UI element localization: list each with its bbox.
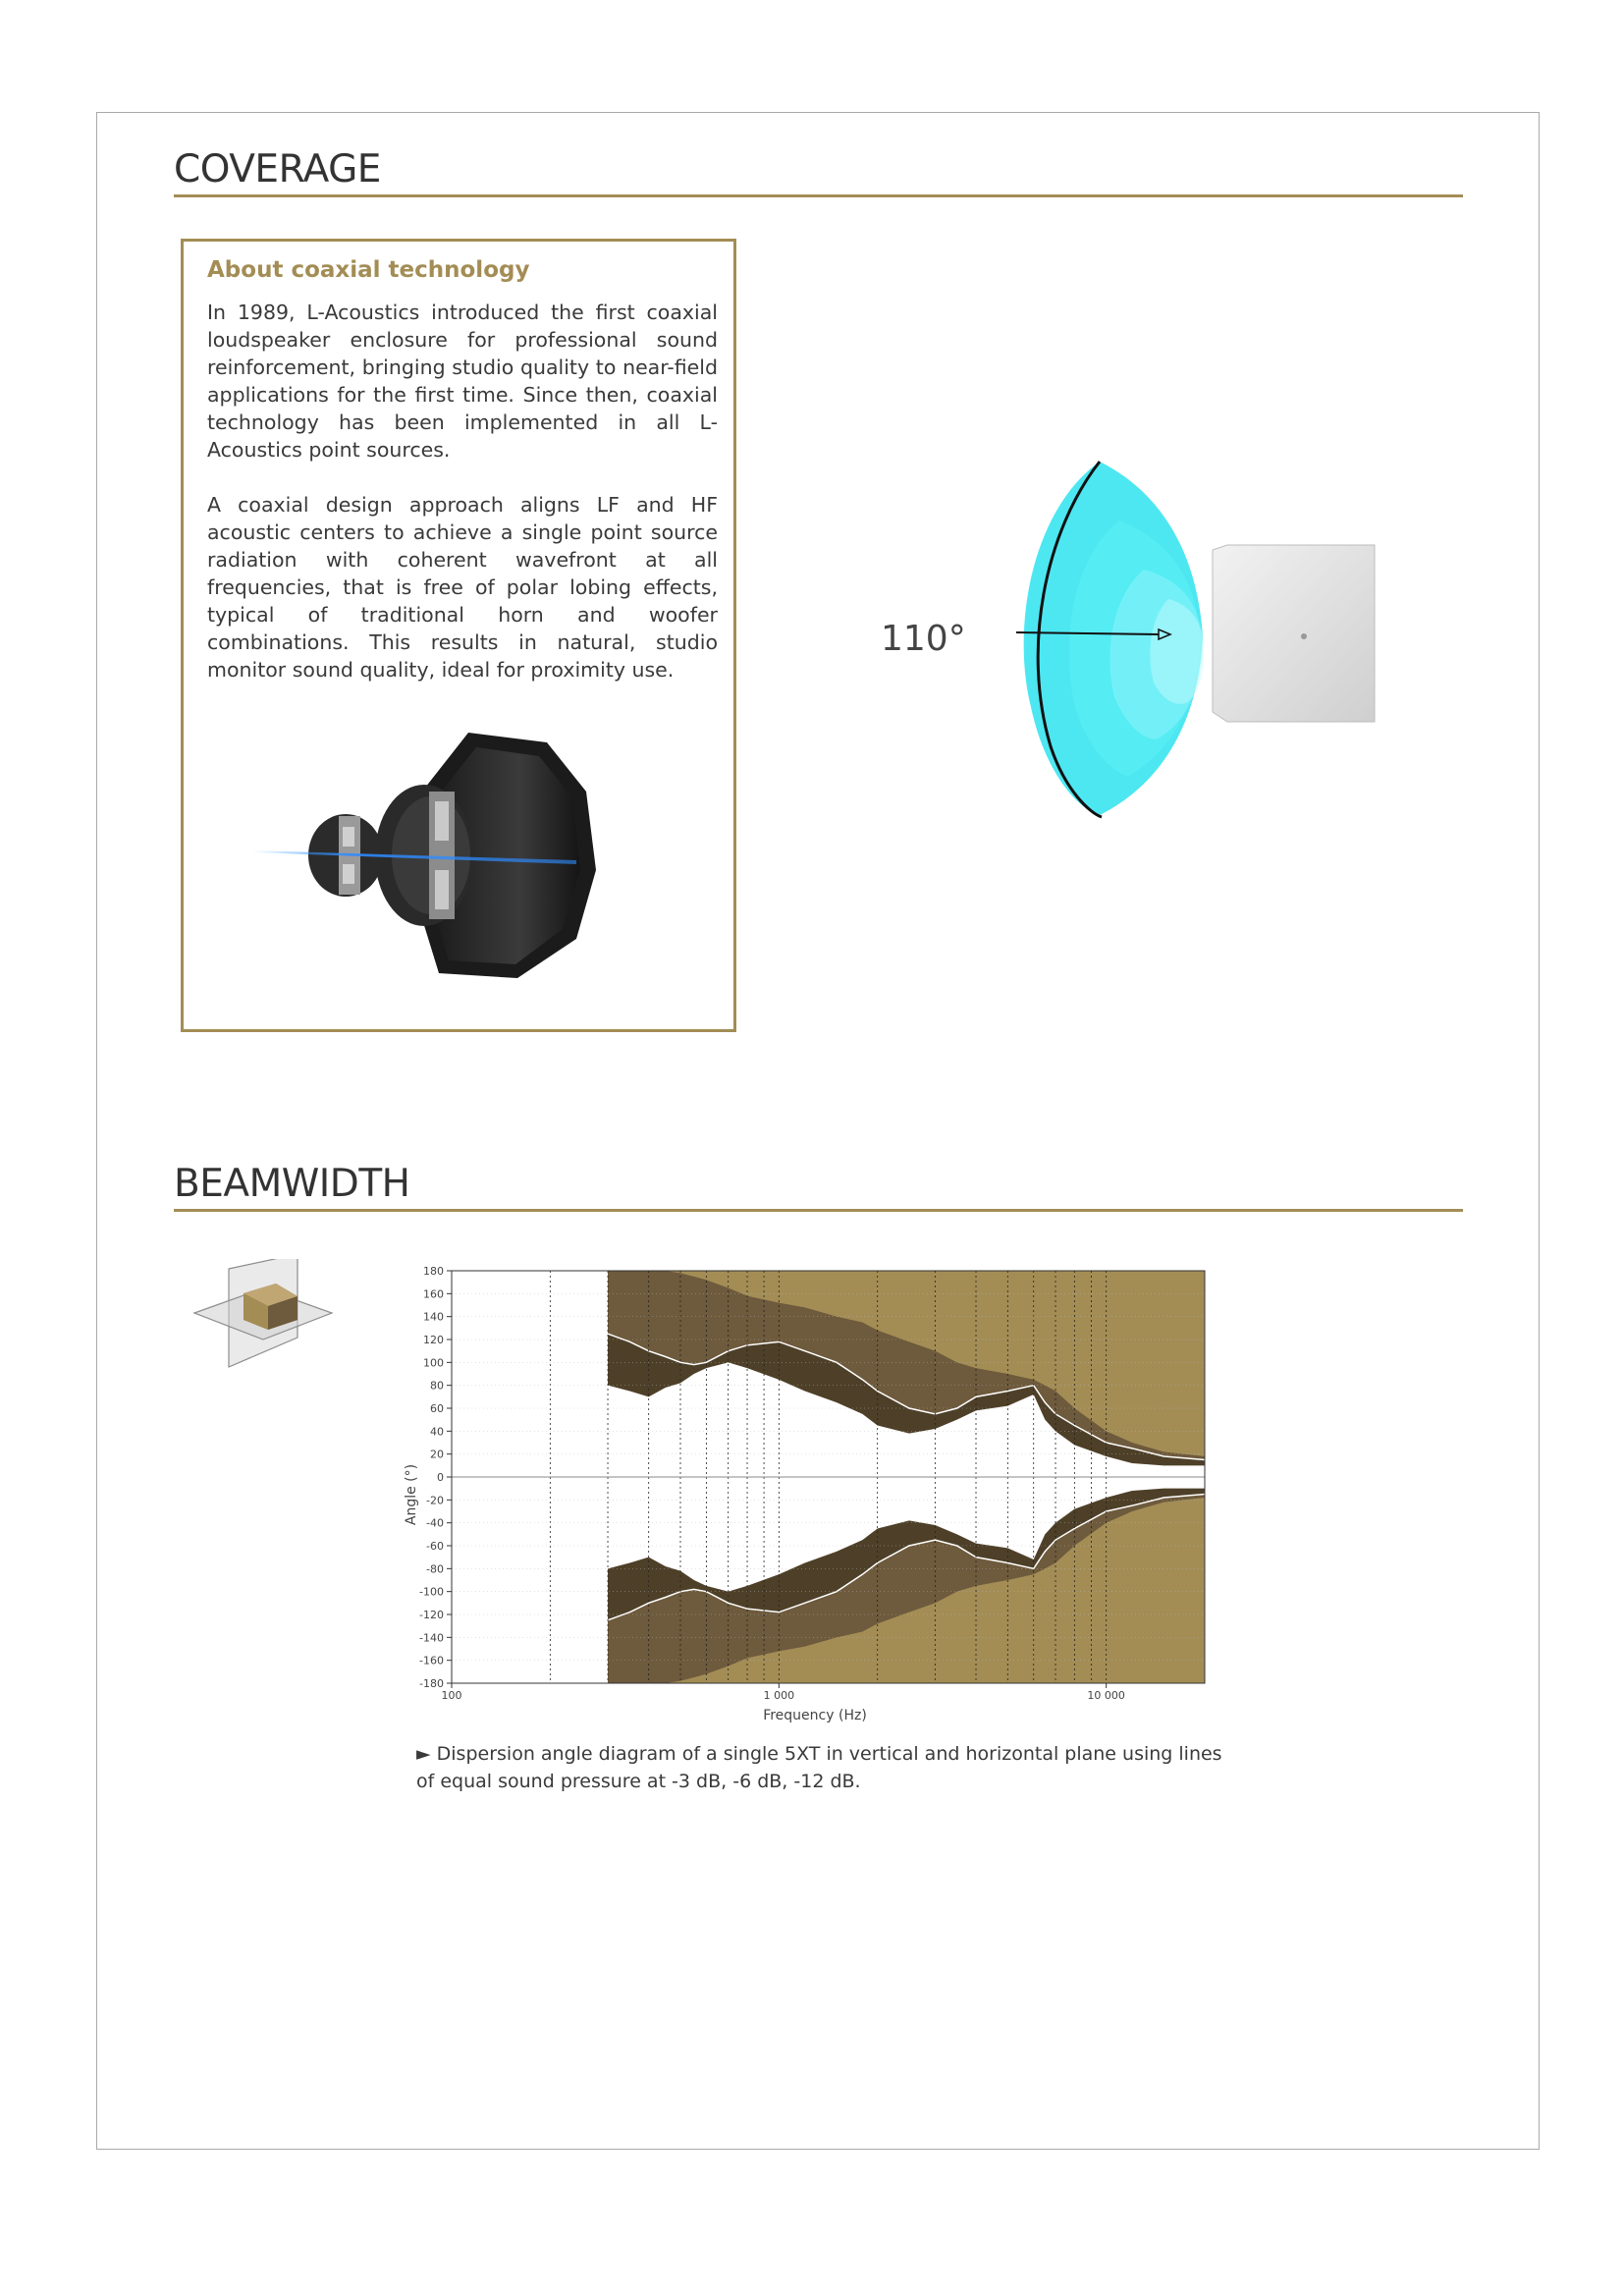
y-tick-label: 100 bbox=[423, 1356, 444, 1370]
info-paragraph-1: In 1989, L-Acoustics introduced the first coaxial loudspeaker enclosure for professional sound reinforcement, bringing studio quality to near-field applications for the first time. Since then, coaxial technology has been implemented in all L-Acoustics point sources. bbox=[207, 301, 718, 462]
x-tick-label: 1 000 bbox=[763, 1689, 795, 1702]
y-tick-label: -80 bbox=[426, 1562, 444, 1576]
coverage-rule bbox=[174, 194, 1463, 197]
y-axis-label: Angle (°) bbox=[404, 1463, 419, 1526]
beamwidth-chart bbox=[398, 1259, 1242, 1730]
y-tick-label: -40 bbox=[426, 1516, 444, 1530]
y-tick-label: -140 bbox=[419, 1631, 444, 1645]
y-tick-label: 160 bbox=[423, 1287, 444, 1301]
beamwidth-caption: ► Dispersion angle diagram of a single 5XT in vertical and horizontal plane using lines of equal sound pressure at -3 dB, -6 dB, -12 dB. bbox=[416, 1743, 1222, 1792]
y-tick-label: 180 bbox=[423, 1265, 444, 1278]
y-tick-label: -180 bbox=[419, 1677, 444, 1690]
y-tick-label: 20 bbox=[430, 1448, 444, 1461]
coverage-dispersion-illustration bbox=[992, 452, 1384, 825]
y-tick-label: -20 bbox=[426, 1494, 444, 1507]
y-tick-label: 0 bbox=[437, 1471, 444, 1484]
beamwidth-title: BEAMWIDTH bbox=[174, 1162, 410, 1206]
y-tick-label: -100 bbox=[419, 1585, 444, 1599]
y-tick-label: -60 bbox=[426, 1540, 444, 1553]
beamwidth-rule bbox=[174, 1209, 1463, 1212]
y-tick-label: 80 bbox=[430, 1379, 444, 1393]
y-tick-label: 60 bbox=[430, 1402, 444, 1415]
info-paragraph-2: A coaxial design approach aligns LF and HF acoustic centers to achieve a single point source radiation with coherent wavefront at all frequencies, that is free of polar lobing effects, typical of traditional horn and woofer combinations. This results in natural, studio monitor sound quality, ideal for proximity use. bbox=[207, 493, 718, 682]
y-tick-label: 40 bbox=[430, 1425, 444, 1439]
plane-orientation-icon bbox=[189, 1259, 337, 1377]
y-tick-label: -120 bbox=[419, 1609, 444, 1621]
y-tick-label: 140 bbox=[423, 1310, 444, 1324]
x-axis-label: Frequency (Hz) bbox=[763, 1708, 867, 1723]
y-tick-label: 120 bbox=[423, 1334, 444, 1346]
coverage-angle-label: 110° bbox=[881, 619, 966, 659]
coverage-title: COVERAGE bbox=[174, 147, 381, 191]
coaxial-driver-illustration bbox=[252, 733, 684, 988]
info-box-heading: About coaxial technology bbox=[207, 257, 530, 283]
x-tick-label: 100 bbox=[441, 1689, 462, 1702]
y-tick-label: -160 bbox=[419, 1654, 444, 1667]
x-tick-label: 10 000 bbox=[1087, 1689, 1125, 1702]
coaxial-info-box bbox=[181, 239, 736, 1032]
